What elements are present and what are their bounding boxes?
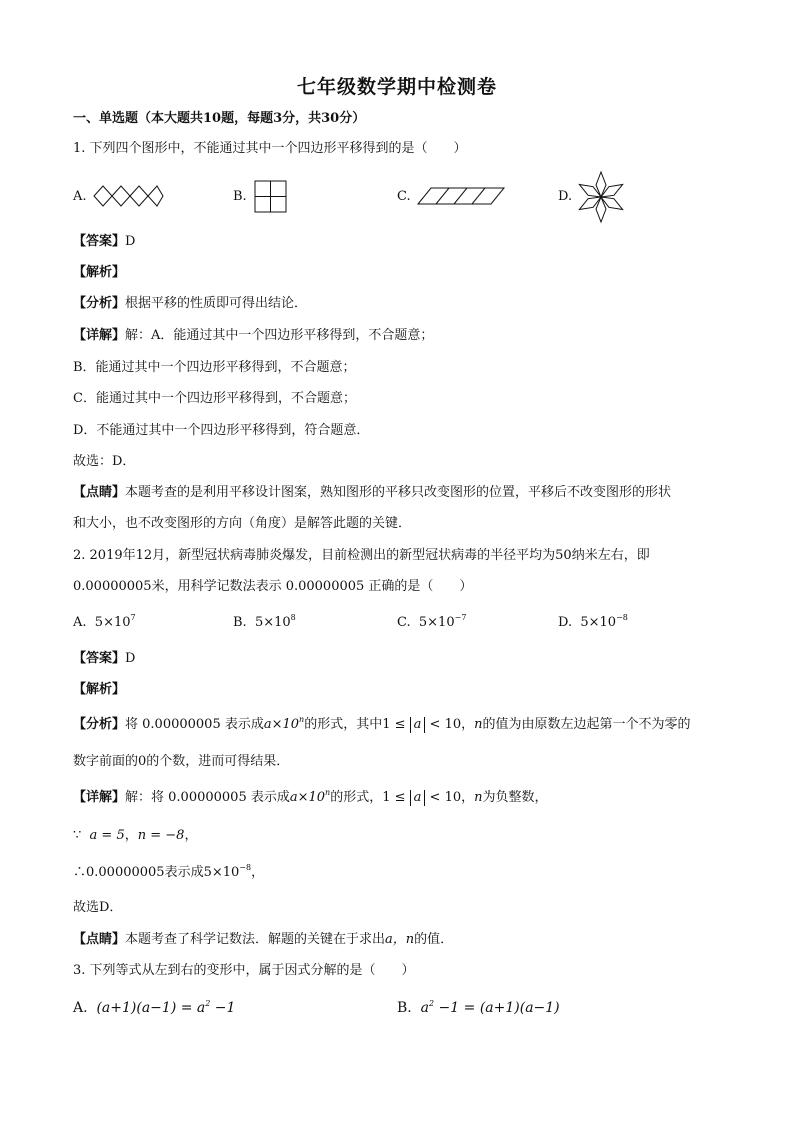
q1-line-b: B．能通过其中一个四边形平移得到，不合题意； [73,360,356,375]
q1-line-d: D．不能通过其中一个四边形平移得到，符合题意． [73,423,370,438]
q1-line-c: C．能通过其中一个四边形平移得到，不合题意； [73,391,356,406]
question-2-stem-2: 0.00000005米，用科学记数法表示 0.00000005 正确的是（ ） [73,579,473,594]
section-heading: 一、单选题（本大题共10题，每题3分，共30分） [73,111,366,126]
q2-analysis-label: 【解析】 [73,682,126,697]
xiangjie-text-d: 为负整数， [482,790,548,805]
q1-option-c-figure [416,186,506,206]
question-1-stem: 1. 下列四个图形中，不能通过其中一个四边形平移得到的是（ ） [73,141,467,156]
dianjing-text-1: 本题考查的是利用平移设计图案，熟知图形的平移只改变图形的位置，平移后不改变图形的形状 [125,485,672,500]
n-equals: n = −8 [137,828,185,843]
q2-xiangjie [73,789,548,807]
fenxi-text: 根据平移的性质即可得出结论． [125,296,308,311]
abs-value: a [410,790,426,806]
fenxi-label: 【分析】 [73,717,126,732]
fenxi-text-d: 的值为由原数左边起第一个不为零的 [482,717,691,732]
option-expression: a [420,1000,430,1016]
sci-notation-form: a×10 [263,717,300,732]
question-2-stem-1: 2. 2019年12月，新型冠状病毒肺炎爆发，目前检测出的新型冠状病毒的半径平均为50纳米左右，即 [73,548,650,563]
option-letter: A. [73,1000,88,1016]
xiangjie-text-b: 的形式， [330,790,383,805]
ineq-right: < 10 [425,790,462,805]
q2-dianjing [73,931,453,949]
dianjing-vars: a，n [385,932,415,947]
xiangjie-text: 解：A．能通过其中一个四边形平移得到，不合题意； [125,328,434,343]
comma: ， [184,828,198,843]
option-exp: −7 [454,613,467,622]
fenxi-text-b: 的形式，其中 [304,717,383,732]
q1-option-a-label: A. [73,189,87,204]
q1-option-a-figure [92,182,164,210]
option-exp: −8 [616,613,628,622]
q3-option-a [73,999,235,1017]
dianjing-text-b: 的值． [414,932,454,947]
ineq-right: < 10 [425,717,462,732]
dianjing-label: 【点睛】 [73,485,126,500]
abs-value: a [410,717,426,733]
question-3-stem: 3. 下列等式从左到右的变形中，属于因式分解的是（ ） [73,963,415,978]
q2-answer [73,650,135,668]
separator: ， [124,828,138,843]
answer-label: 【答案】 [73,651,126,666]
q1-dianjing-1 [73,484,671,502]
q1-option-b-label: B. [233,189,247,204]
q3-option-b [397,999,560,1017]
xiangjie-text-a: 解：将 0.00000005 表示成 [125,790,290,805]
q1-option-d-label: D. [558,189,573,204]
option-exp: 7 [130,613,136,622]
q2-option-a [73,614,136,632]
option-tail: −1 [210,1000,236,1016]
q2-option-c [397,614,466,632]
option-letter: A. [73,615,87,630]
ineq-left: 1 ≤ [382,790,410,805]
var-n: n [474,790,483,805]
ineq-left: 1 ≤ [382,717,410,732]
answer-value: D [125,651,136,666]
fenxi-text-c: ， [461,717,475,732]
q1-fenxi [73,295,307,313]
option-letter: B. [397,1000,412,1016]
xiangjie-text-c: ， [461,790,475,805]
xiangjie-label: 【详解】 [73,328,126,343]
option-letter: B. [233,615,247,630]
sci-notation-exp: n [299,715,305,724]
q2-option-d [558,614,628,632]
q1-xiangjie [73,327,433,345]
q2-therefore [73,864,264,882]
q2-option-b [233,614,296,632]
q1-option-b-figure [254,180,288,214]
option-base: 5×10 [580,615,617,630]
option-exp: 2 [205,999,211,1008]
option-tail: −1 = (a+1)(a−1) [434,1000,560,1016]
q2-fenxi [73,716,691,734]
comma: ， [251,865,265,880]
a-equals: a = 5 [89,828,125,843]
answer-label: 【答案】 [73,234,126,249]
q1-option-c-label: C. [397,189,411,204]
answer-value: D [125,234,136,249]
page-title: 七年级数学期中检测卷 [296,76,497,98]
sci-notation-exp: n [325,788,331,797]
option-base: 5×10 [94,615,131,630]
fenxi-label: 【分析】 [73,296,126,311]
fenxi-text-a: 将 0.00000005 表示成 [125,717,264,732]
q1-choose: 故选：D． [73,454,136,469]
dianjing-label: 【点睛】 [73,932,126,947]
q1-option-d-figure [574,170,628,224]
dianjing-text-a: 本题考查了科学记数法．解题的关键在于求出 [125,932,386,947]
q2-choose: 故选D． [73,900,123,915]
option-base: 5×10 [254,615,291,630]
q1-analysis-label: 【解析】 [73,265,126,280]
option-expression: (a+1)(a−1) = a [96,1000,206,1016]
therefore-exp: −8 [239,863,252,872]
xiangjie-label: 【详解】 [73,790,126,805]
therefore-text: ∴0.00000005表示成 [73,865,204,880]
option-base: 5×10 [418,615,455,630]
option-letter: C. [397,615,411,630]
option-exp: 8 [290,613,296,622]
option-exp: 2 [429,999,435,1008]
sci-notation-form: a×10 [289,790,326,805]
var-n: n [474,717,483,732]
q2-because [73,827,197,845]
therefore-base: 5×10 [203,865,240,880]
because-symbol: ∵ [73,828,82,843]
q1-dianjing-2: 和大小，也不改变图形的方向（角度）是解答此题的关键． [73,516,412,531]
option-letter: D. [558,615,573,630]
q1-answer [73,233,135,251]
q2-fenxi-line-2: 数字前面的0的个数，进而可得结果． [73,754,290,769]
